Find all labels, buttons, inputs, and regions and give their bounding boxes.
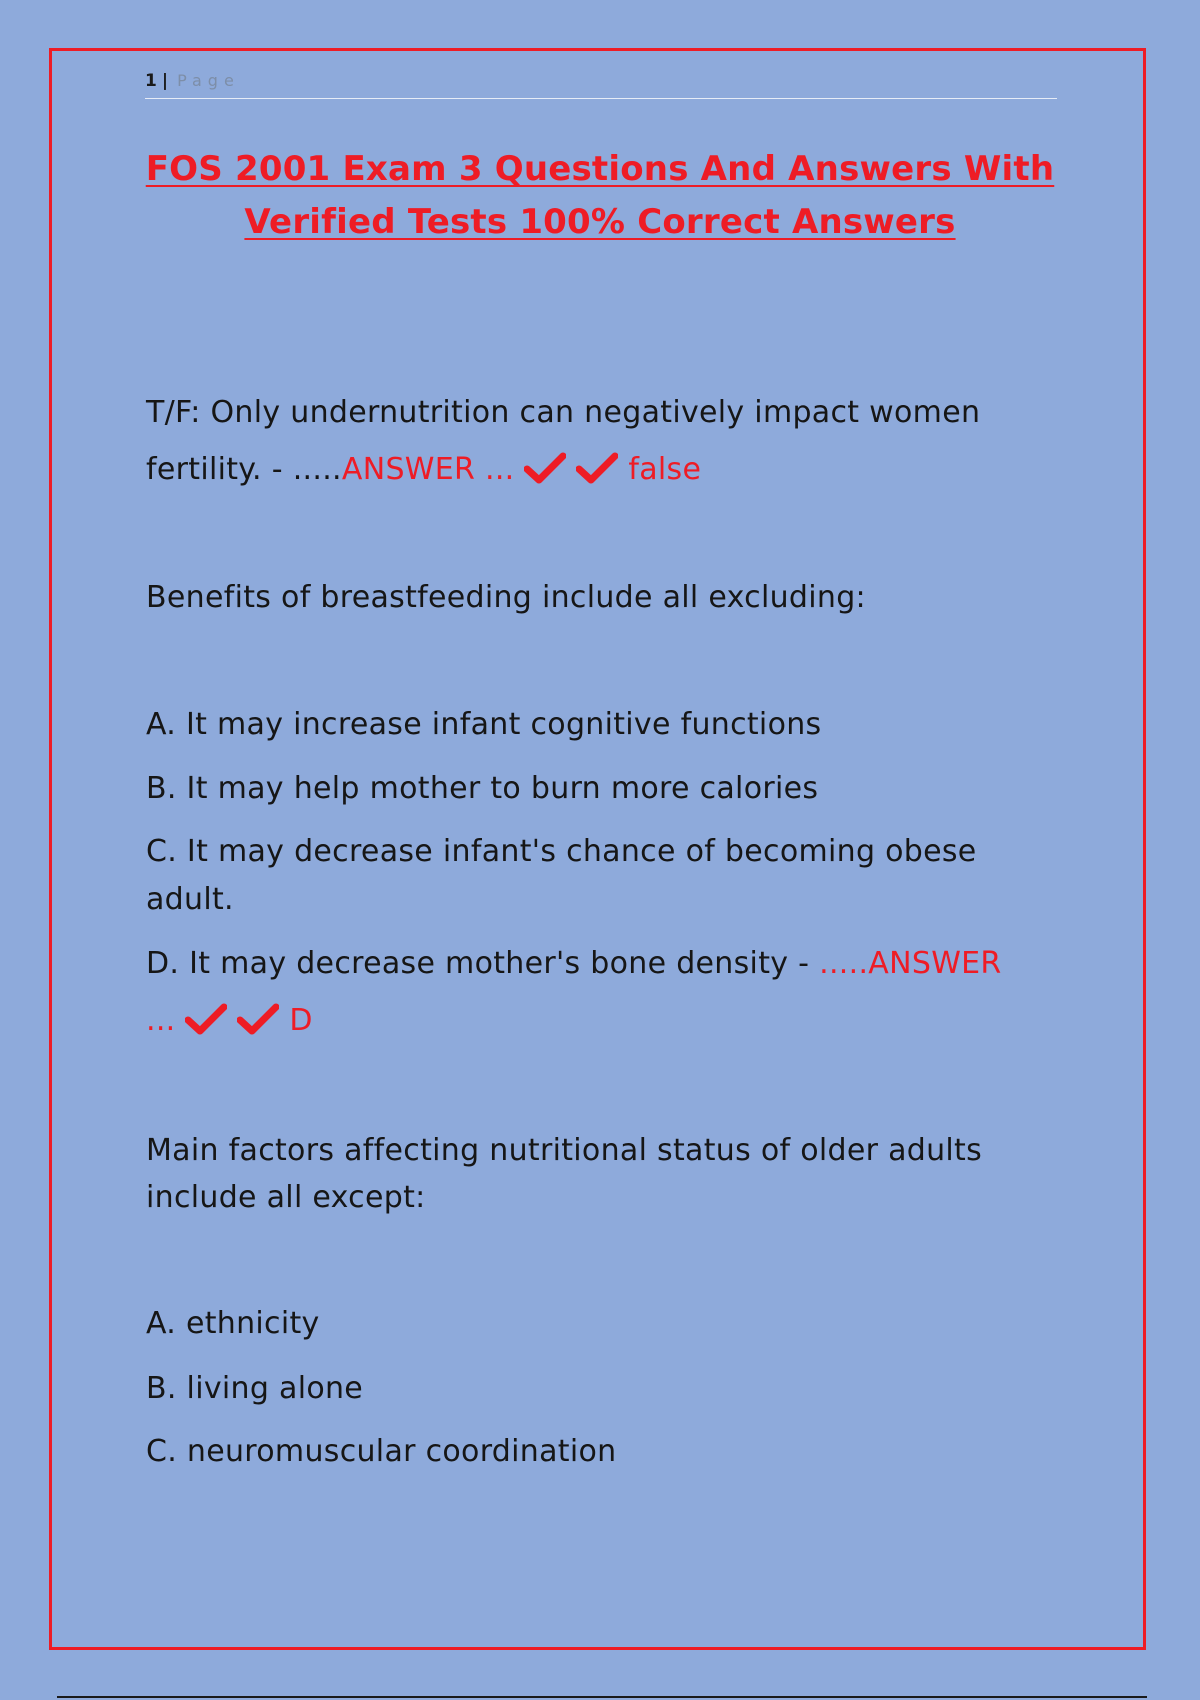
- q2-option-d: [146, 946, 1046, 981]
- checkmark-icon: [576, 451, 618, 485]
- q1-answer-value: false: [628, 452, 702, 487]
- page-word: Page: [177, 71, 240, 90]
- q1-answer-label: ANSWER ...: [341, 452, 515, 487]
- q2-option-b: B. It may help mother to burn more calories: [146, 771, 819, 806]
- q3-stem-line-1: Main factors affecting nutritional status of older adults: [146, 1133, 983, 1168]
- q2-stem: Benefits of breastfeeding include all excluding:: [146, 580, 866, 615]
- page-number: 1: [145, 71, 160, 91]
- checkmark-icon: [185, 1002, 227, 1036]
- title-line-2: Verified Tests 100% Correct Answers: [244, 202, 956, 242]
- q2-answer-label: .....ANSWER: [819, 946, 1002, 981]
- checkmark-icon: [524, 451, 566, 485]
- q1-line-2-prefix: fertility. - .....: [146, 452, 342, 487]
- q3-option-a: A. ethnicity: [146, 1306, 320, 1341]
- q2-answer-cont: ...: [146, 1003, 176, 1038]
- q2-answer-line: [146, 1002, 1046, 1038]
- q2-option-c-line-2: adult.: [146, 882, 234, 917]
- q3-stem-line-2: include all except:: [146, 1180, 426, 1215]
- bottom-divider: [57, 1696, 1147, 1698]
- q2-answer-value: D: [289, 1003, 313, 1038]
- q3-option-c: C. neuromuscular coordination: [146, 1434, 617, 1469]
- page-separator: |: [161, 71, 172, 91]
- title-line-1: FOS 2001 Exam 3 Questions And Answers With: [145, 149, 1055, 189]
- document-title: [130, 143, 1070, 249]
- q3-option-b: B. living alone: [146, 1371, 364, 1406]
- q1-line-2: [146, 451, 1046, 487]
- q2-option-c-line-1: C. It may decrease infant's chance of becoming obese: [146, 834, 977, 869]
- q2-option-d-text: D. It may decrease mother's bone density -: [146, 946, 820, 981]
- q2-option-a: A. It may increase infant cognitive functions: [146, 707, 822, 742]
- page-number-label: [145, 71, 240, 91]
- page-header: [145, 68, 1057, 99]
- q1-line-1: T/F: Only undernutrition can negatively impact women: [146, 395, 981, 430]
- checkmark-icon: [237, 1002, 279, 1036]
